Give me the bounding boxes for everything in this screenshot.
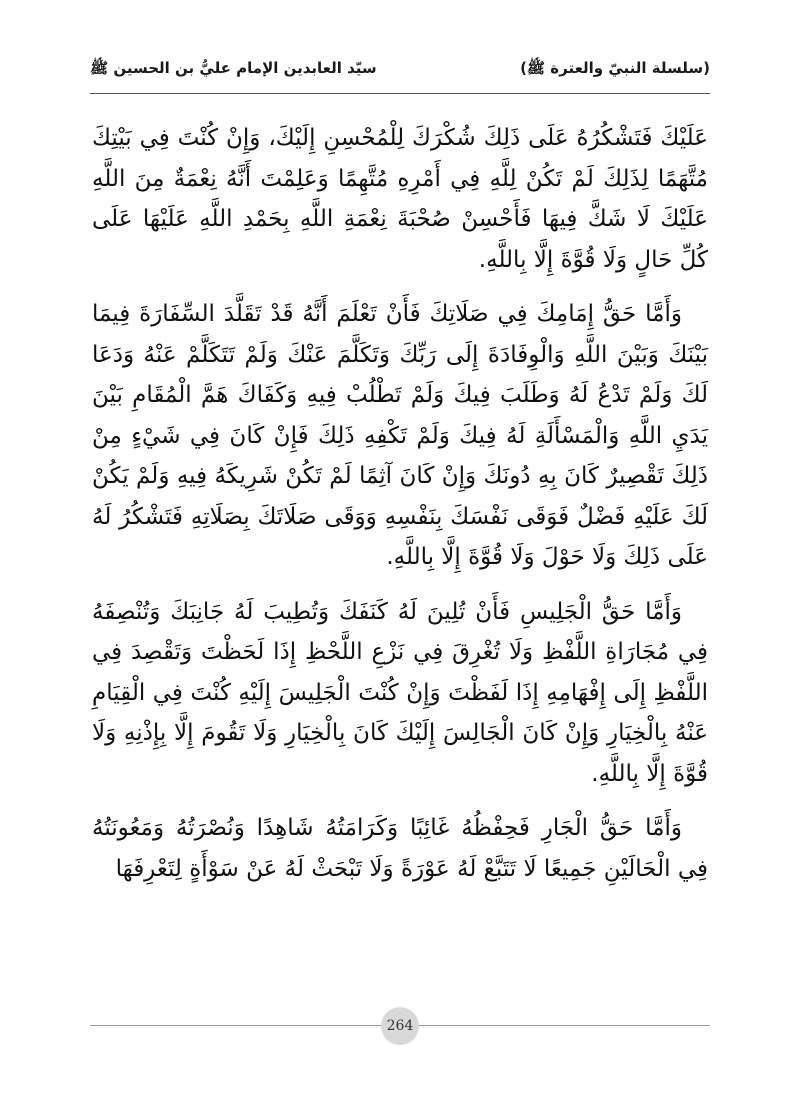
paragraph: وَأَمَّا حَقُّ إِمَامِكَ فِي صَلَاتِكَ فَأَنْ تَعْلَمَ أَنَّهُ قَدْ تَقَلَّدَ السِّفَارَةَ فِيمَا بَيْنَكَ وَبَيْنَ اللَّهِ وَالْوِفَادَةَ إِلَى رَبِّكَ وَتَكَلَّمَ عَنْكَ وَلَمْ تَتَكَلَّمْ عَنْهُ وَدَعَا لَكَ وَلَمْ تَدْعُ لَهُ وَطَلَبَ فِيكَ وَلَمْ تَطْلُبْ فِيهِ وَكَفَاكَ هَمَّ الْمُقَامِ بَيْنَ يَدَيِ اللَّهِ وَالْمَسْأَلَةِ لَهُ فِيكَ وَلَمْ تَكْفِهِ ذَلِكَ فَإِنْ كَانَ فِي شَيْءٍ مِنْ ذَلِكَ تَقْصِيرٌ كَانَ بِهِ دُونَكَ وَإِنْ كَانَ آثِمًا لَمْ تَكُنْ شَرِيكَهُ فِيهِ وَلَمْ يَكُنْ لَكَ عَلَيْهِ فَضْلٌ فَوَقَى نَفْسَكَ بِنَفْسِهِ وَوَقَى صَلَاتَكَ بِصَلَاتِهِ فَتَشْكُرُ لَهُ عَلَى ذَلِكَ وَلَا حَوْلَ وَلَا قُوَّةَ إِلَّا بِاللَّهِ. <box>92 301 708 570</box>
body-text <box>92 118 708 903</box>
running-header <box>90 52 710 88</box>
paragraph: وَأَمَّا حَقُّ الْجَلِيسِ فَأَنْ تُلِينَ لَهُ كَنَفَكَ وَتُطِيبَ لَهُ جَانِبَكَ وَتُنْصِفَهُ فِي مُجَارَاةِ اللَّفْظِ وَلَا تُغْرِقَ فِي نَزْعِ اللَّحْظِ إِذَا لَحَظْتَ وَتَقْصِدَ فِي اللَّفْظِ إِلَى إِفْهَامِهِ إِذَا لَفَظْتَ وَإِنْ كُنْتَ الْجَلِيسَ إِلَيْهِ كُنْتَ فِي الْقِيَامِ عَنْهُ بِالْخِيَارِ وَإِنْ كَانَ الْجَالِسَ إِلَيْكَ كَانَ بِالْخِيَارِ وَلَا تَقُومَ إِلَّا بِإِذْنِهِ وَلَا قُوَّةَ إِلَّا بِاللَّهِ. <box>92 598 708 787</box>
page-number: 264 <box>381 1007 419 1045</box>
series-title: (سلسلة النبيّ والعترة ﷺ) <box>520 59 710 77</box>
paragraph: عَلَيْكَ فَتَشْكُرُهُ عَلَى ذَلِكَ شُكْرَكَ لِلْمُحْسِنِ إِلَيْكَ، وَإِنْ كُنْتَ فِي بَيْتِكَ مُتَّهَمًا لِذَلِكَ لَمْ تَكُنْ لِلَّهِ فِي أَمْرِهِ مُتَّهِمًا وَعَلِمْتَ أَنَّهُ نِعْمَةٌ مِنَ اللَّهِ عَلَيْكَ لَا شَكَّ فِيهَا فَأَحْسِنْ صُحْبَةَ نِعْمَةِ اللَّهِ بِحَمْدِ اللَّهِ عَلَيْهَا عَلَى كُلِّ حَالٍ وَلَا قُوَّةَ إِلَّا بِاللَّهِ. <box>92 125 708 273</box>
header-divider <box>90 93 710 94</box>
page-footer <box>90 1005 710 1045</box>
chapter-title: سيّد العابدين الإمام عليُّ بن الحسين ﷺ <box>90 59 377 77</box>
paragraph: وَأَمَّا حَقُّ الْجَارِ فَحِفْظُهُ غَائِبًا وَكَرَامَتُهُ شَاهِدًا وَنُصْرَتُهُ وَمَعُونَتُهُ فِي الْحَالَيْنِ جَمِيعًا لَا تَتَبَّعْ لَهُ عَوْرَةً وَلَا تَبْحَثْ لَهُ عَنْ سَوْأَةٍ لِتَعْرِفَهَا <box>92 815 708 882</box>
